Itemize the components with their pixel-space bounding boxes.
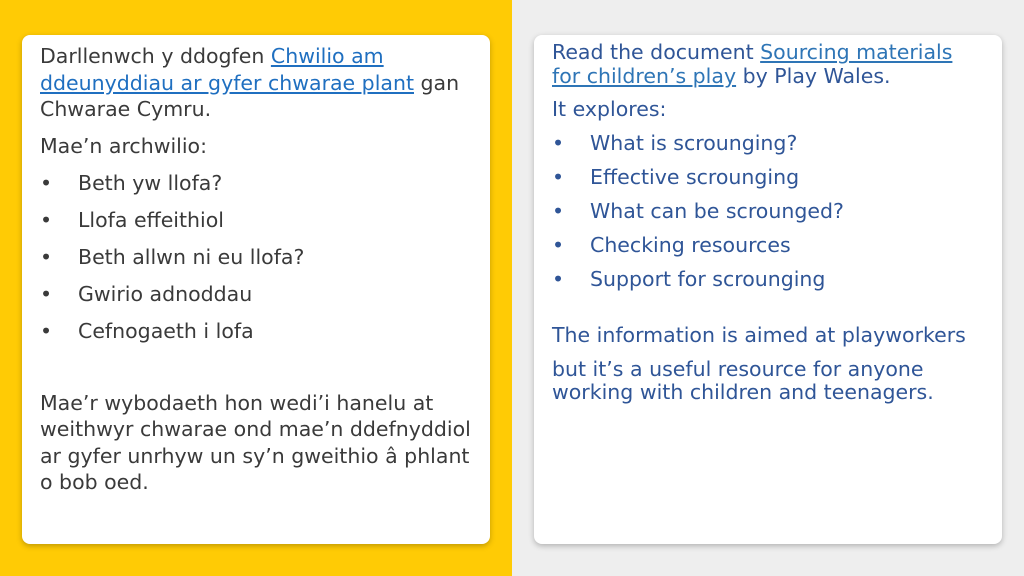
bullet-icon: • xyxy=(552,266,565,291)
english-list-item xyxy=(552,268,984,292)
english-list-item xyxy=(552,132,984,156)
bullet-icon: • xyxy=(40,282,53,306)
bullet-icon: • xyxy=(40,171,53,195)
english-lead: It explores: xyxy=(552,97,667,121)
bullet-icon: • xyxy=(552,164,565,189)
welsh-list-item-text: Llofa effeithiol xyxy=(78,208,224,232)
welsh-list-item xyxy=(40,318,472,345)
welsh-list xyxy=(40,170,472,345)
english-list-item-text: What can be scrounged? xyxy=(590,198,844,223)
welsh-list-item xyxy=(40,244,472,271)
welsh-intro-before: Darllenwch y ddogfen xyxy=(40,44,271,68)
bullet-icon: • xyxy=(40,208,53,232)
bullet-icon: • xyxy=(552,198,565,223)
english-list-item xyxy=(552,234,984,258)
english-intro-before: Read the document xyxy=(552,40,761,64)
bullet-icon: • xyxy=(40,319,53,343)
english-list-item xyxy=(552,200,984,224)
english-intro xyxy=(552,41,984,88)
english-card xyxy=(534,35,1002,544)
welsh-closing: Mae’r wybodaeth hon wedi’i hanelu at weithwyr chwarae ond mae’n ddefnyddiol ar gyfer unrhyw un sy’n gweithio â phlant o bob oed. xyxy=(40,390,471,494)
welsh-list-item-text: Beth allwn ni eu llofa? xyxy=(78,245,305,269)
english-list-item xyxy=(552,166,984,190)
welsh-card xyxy=(22,35,490,544)
bullet-icon: • xyxy=(552,232,565,257)
welsh-list-item-text: Cefnogaeth i lofa xyxy=(78,319,254,343)
welsh-intro-after: gan Chwarae Cymru. xyxy=(40,70,460,121)
english-list-item-text: Checking resources xyxy=(590,232,791,257)
welsh-list-item xyxy=(40,207,472,234)
welsh-list-item xyxy=(40,170,472,197)
english-list xyxy=(552,132,984,292)
english-list-item-text: Support for scrounging xyxy=(590,266,826,291)
bullet-icon: • xyxy=(552,130,565,155)
welsh-list-item xyxy=(40,281,472,308)
welsh-document-link[interactable]: Chwilio am ddeunyddiau ar gyfer chwarae plant xyxy=(40,44,414,95)
english-list-item-text: What is scrounging? xyxy=(590,130,798,155)
welsh-lead: Mae’n archwilio: xyxy=(40,133,207,158)
english-audience: The information is aimed at playworkers xyxy=(552,323,966,347)
english-usefulness: but it’s a useful resource for anyone working with children and teenagers. xyxy=(552,356,934,404)
bullet-icon: • xyxy=(40,245,53,269)
welsh-list-item-text: Gwirio adnoddau xyxy=(78,282,253,306)
welsh-intro xyxy=(40,43,472,123)
english-list-item-text: Effective scrounging xyxy=(590,164,800,189)
welsh-list-item-text: Beth yw llofa? xyxy=(78,171,223,195)
english-intro-after: by Play Wales. xyxy=(736,63,891,88)
english-document-link[interactable]: Sourcing materials for children’s play xyxy=(552,40,953,88)
